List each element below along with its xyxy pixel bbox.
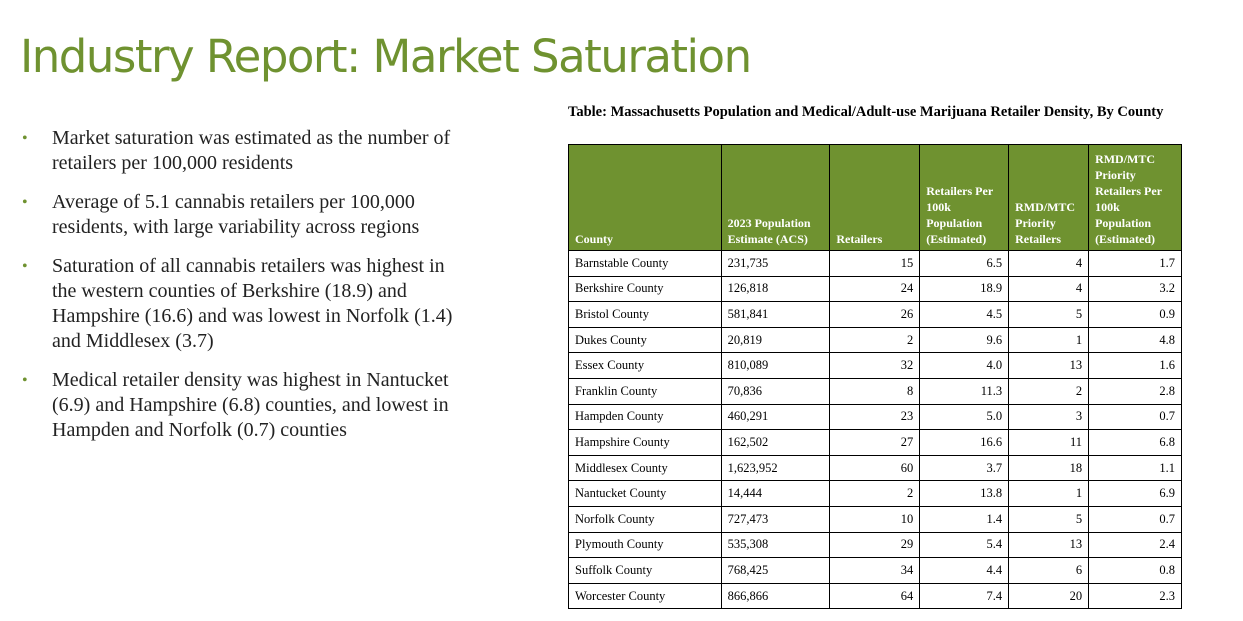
col-header-priority-per-100k: RMD/MTC Priority Retailers Per 100k Population (Estimated) [1089, 145, 1182, 251]
cell-priority-retailers: 2 [1009, 378, 1089, 404]
bullet-item [22, 254, 472, 354]
cell-county: Barnstable County [569, 251, 722, 277]
cell-county: Suffolk County [569, 558, 722, 584]
cell-priority-per-100k: 1.6 [1089, 353, 1182, 379]
cell-retailers-per-100k: 6.5 [920, 251, 1009, 277]
cell-population: 162,502 [721, 430, 830, 456]
cell-priority-per-100k: 1.7 [1089, 251, 1182, 277]
cell-priority-per-100k: 0.8 [1089, 558, 1182, 584]
table-row [569, 404, 1182, 430]
cell-retailers: 8 [830, 378, 920, 404]
cell-county: Worcester County [569, 583, 722, 609]
cell-priority-retailers: 13 [1009, 353, 1089, 379]
bullet-item [22, 126, 472, 176]
cell-retailers-per-100k: 4.0 [920, 353, 1009, 379]
bullet-item [22, 368, 472, 443]
cell-priority-per-100k: 6.8 [1089, 430, 1182, 456]
table-row [569, 430, 1182, 456]
cell-county: Hampshire County [569, 430, 722, 456]
bullet-marker: • [22, 372, 28, 389]
cell-population: 866,866 [721, 583, 830, 609]
col-header-retailers-per-100k: Retailers Per 100k Population (Estimated) [920, 145, 1009, 251]
cell-population: 231,735 [721, 251, 830, 277]
cell-priority-per-100k: 0.7 [1089, 404, 1182, 430]
cell-retailers: 64 [830, 583, 920, 609]
cell-retailers-per-100k: 4.4 [920, 558, 1009, 584]
cell-priority-retailers: 6 [1009, 558, 1089, 584]
cell-retailers: 2 [830, 327, 920, 353]
cell-population: 126,818 [721, 276, 830, 302]
cell-population: 810,089 [721, 353, 830, 379]
cell-priority-retailers: 5 [1009, 506, 1089, 532]
cell-priority-per-100k: 0.7 [1089, 506, 1182, 532]
bullet-marker: • [22, 258, 28, 275]
cell-priority-retailers: 11 [1009, 430, 1089, 456]
cell-priority-retailers: 5 [1009, 302, 1089, 328]
cell-county: Plymouth County [569, 532, 722, 558]
cell-priority-retailers: 1 [1009, 327, 1089, 353]
cell-retailers-per-100k: 16.6 [920, 430, 1009, 456]
table-row [569, 276, 1182, 302]
bullet-text: Saturation of all cannabis retailers was highest in the western counties of Berkshire (18.9) and Hampshire (16.6) and was lowest in Norfolk (1.4) and Middlesex (3.7) [52, 255, 453, 352]
cell-population: 1,623,952 [721, 455, 830, 481]
cell-priority-retailers: 4 [1009, 276, 1089, 302]
cell-retailers: 27 [830, 430, 920, 456]
table-row [569, 583, 1182, 609]
cell-priority-per-100k: 2.3 [1089, 583, 1182, 609]
cell-retailers-per-100k: 9.6 [920, 327, 1009, 353]
cell-county: Bristol County [569, 302, 722, 328]
cell-population: 460,291 [721, 404, 830, 430]
cell-priority-retailers: 4 [1009, 251, 1089, 277]
cell-priority-per-100k: 4.8 [1089, 327, 1182, 353]
cell-county: Nantucket County [569, 481, 722, 507]
cell-retailers: 29 [830, 532, 920, 558]
cell-priority-retailers: 13 [1009, 532, 1089, 558]
cell-retailers-per-100k: 4.5 [920, 302, 1009, 328]
cell-population: 768,425 [721, 558, 830, 584]
cell-priority-retailers: 1 [1009, 481, 1089, 507]
cell-county: Norfolk County [569, 506, 722, 532]
cell-priority-retailers: 20 [1009, 583, 1089, 609]
col-header-retailers: Retailers [830, 145, 920, 251]
table-row [569, 302, 1182, 328]
cell-county: Berkshire County [569, 276, 722, 302]
cell-retailers-per-100k: 18.9 [920, 276, 1009, 302]
table-row [569, 481, 1182, 507]
cell-population: 581,841 [721, 302, 830, 328]
cell-retailers-per-100k: 5.4 [920, 532, 1009, 558]
cell-county: Franklin County [569, 378, 722, 404]
cell-priority-per-100k: 2.4 [1089, 532, 1182, 558]
table-caption: Table: Massachusetts Population and Medical/Adult-use Marijuana Retailer Density, By County [568, 104, 1164, 120]
cell-retailers: 15 [830, 251, 920, 277]
table-row [569, 251, 1182, 277]
table-row [569, 378, 1182, 404]
cell-retailers: 23 [830, 404, 920, 430]
table-row [569, 506, 1182, 532]
cell-retailers-per-100k: 13.8 [920, 481, 1009, 507]
col-header-county: County [569, 145, 722, 251]
cell-priority-retailers: 18 [1009, 455, 1089, 481]
cell-retailers: 10 [830, 506, 920, 532]
cell-retailers-per-100k: 3.7 [920, 455, 1009, 481]
cell-priority-per-100k: 0.9 [1089, 302, 1182, 328]
cell-retailers: 24 [830, 276, 920, 302]
page-title: Industry Report: Market Saturation [20, 30, 751, 83]
col-header-population: 2023 Population Estimate (ACS) [721, 145, 830, 251]
cell-county: Essex County [569, 353, 722, 379]
cell-retailers-per-100k: 5.0 [920, 404, 1009, 430]
cell-retailers-per-100k: 11.3 [920, 378, 1009, 404]
cell-retailers-per-100k: 1.4 [920, 506, 1009, 532]
cell-population: 14,444 [721, 481, 830, 507]
table-row [569, 327, 1182, 353]
table-row [569, 353, 1182, 379]
bullet-text: Average of 5.1 cannabis retailers per 100,000 residents, with large variability across regions [52, 191, 420, 238]
cell-population: 535,308 [721, 532, 830, 558]
bullet-marker: • [22, 194, 28, 211]
table-body [569, 251, 1182, 609]
table-row [569, 455, 1182, 481]
bullet-text: Market saturation was estimated as the number of retailers per 100,000 residents [52, 127, 451, 174]
county-retailer-table [568, 144, 1182, 609]
cell-retailers: 2 [830, 481, 920, 507]
bullet-item [22, 190, 472, 240]
cell-population: 70,836 [721, 378, 830, 404]
cell-priority-per-100k: 6.9 [1089, 481, 1182, 507]
cell-county: Dukes County [569, 327, 722, 353]
cell-population: 727,473 [721, 506, 830, 532]
table-header-row [569, 145, 1182, 251]
bullet-text: Medical retailer density was highest in Nantucket (6.9) and Hampshire (6.8) counties, and lowest in Hampden and Norfolk (0.7) counties [52, 369, 449, 441]
cell-priority-per-100k: 2.8 [1089, 378, 1182, 404]
cell-retailers: 32 [830, 353, 920, 379]
col-header-priority-retailers: RMD/MTC Priority Retailers [1009, 145, 1089, 251]
bullet-marker: • [22, 130, 28, 147]
cell-county: Hampden County [569, 404, 722, 430]
cell-priority-per-100k: 1.1 [1089, 455, 1182, 481]
cell-retailers: 26 [830, 302, 920, 328]
cell-priority-retailers: 3 [1009, 404, 1089, 430]
cell-retailers-per-100k: 7.4 [920, 583, 1009, 609]
bullet-list [22, 126, 472, 457]
cell-retailers: 60 [830, 455, 920, 481]
cell-retailers: 34 [830, 558, 920, 584]
cell-priority-per-100k: 3.2 [1089, 276, 1182, 302]
cell-population: 20,819 [721, 327, 830, 353]
cell-county: Middlesex County [569, 455, 722, 481]
table-row [569, 532, 1182, 558]
table-row [569, 558, 1182, 584]
